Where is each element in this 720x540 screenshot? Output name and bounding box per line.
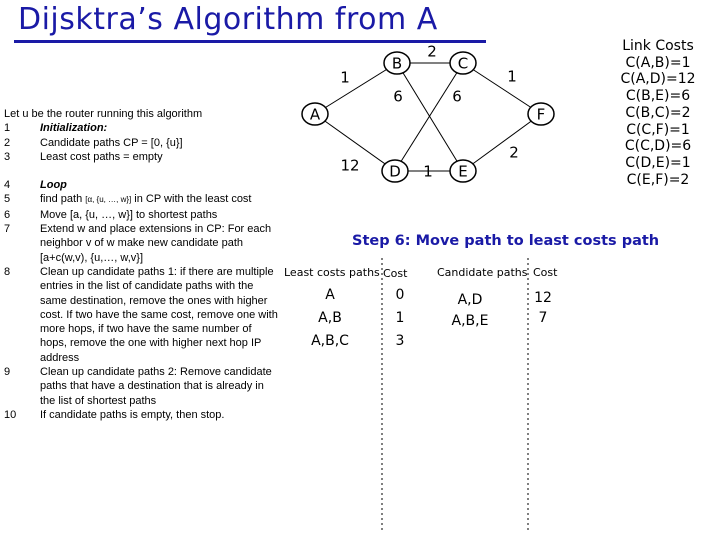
candidate-path-cell: A,B,E xyxy=(451,313,489,329)
edge-cost-label: 6 xyxy=(393,87,403,106)
candidate-cost-cell: 12 xyxy=(534,290,552,306)
step-number: 10 xyxy=(4,408,17,421)
step-text: Move [a, {u, …, w}] to shortest paths xyxy=(40,208,218,221)
least-cost-cell: 1 xyxy=(395,310,405,326)
candidate-cost-header: Cost xyxy=(533,266,558,279)
candidate-path-cell: A,D xyxy=(457,292,483,308)
edge-cost-label: 6 xyxy=(452,87,462,106)
node-label: D xyxy=(389,162,401,181)
step-text: Extend w and place extensions in CP: For each neighbor v of w make new candidate path [a+c(w,v), {u,…, w,v}] xyxy=(40,223,272,264)
node-label: F xyxy=(536,105,546,124)
link-cost-item: C(A,B)=1 xyxy=(625,54,691,71)
step-text-post: in CP with the least cost xyxy=(131,193,252,206)
link-cost-item: C(D,E)=1 xyxy=(625,154,691,171)
step-number: 6 xyxy=(4,208,11,221)
link-cost-item: C(E,F)=2 xyxy=(626,171,690,188)
page-title: Dijsktra’s Algorithm from A xyxy=(18,2,438,37)
edge-cost-label: 1 xyxy=(423,162,433,181)
step-text: Clean up candidate paths 2: Remove candidate paths that have a destination that is already in the list of shortest paths xyxy=(40,366,272,407)
link-cost-item: C(C,D)=6 xyxy=(624,138,692,155)
step-number: 1 xyxy=(4,122,11,135)
node-label: C xyxy=(457,54,469,73)
step-number: 3 xyxy=(4,150,11,163)
step-number: 4 xyxy=(4,179,11,192)
least-path-cell: A,B,C xyxy=(311,333,349,349)
step-number: 5 xyxy=(4,193,11,206)
step-text-small: [α, {u, …, w}] xyxy=(85,195,132,205)
node-label: A xyxy=(309,105,321,124)
node-label: E xyxy=(458,162,468,181)
least-paths-header: Least costs paths xyxy=(284,266,380,279)
step-text-pre: find path xyxy=(40,193,86,206)
node-label: B xyxy=(391,54,403,73)
algorithm-intro: Let u be the router running this algorithm xyxy=(4,108,203,120)
edge-cost-label: 12 xyxy=(340,156,360,175)
edge-cost-label: 1 xyxy=(507,67,517,86)
link-cost-item: C(B,E)=6 xyxy=(625,88,691,105)
step-text: Least cost paths = empty xyxy=(40,150,163,163)
link-cost-item: C(C,F)=1 xyxy=(626,121,690,138)
step-text: Loop xyxy=(40,179,67,192)
link-costs-heading: Link Costs xyxy=(622,38,694,54)
link-cost-item: C(A,D)=12 xyxy=(620,71,696,88)
candidate-paths-header: Candidate paths xyxy=(437,266,528,279)
step-number: 8 xyxy=(4,265,11,278)
step-text: Candidate paths CP = [0, {u}] xyxy=(40,136,183,149)
step-heading: Step 6: Move path to least costs path xyxy=(352,233,660,249)
edge-cost-label: 1 xyxy=(340,68,350,87)
step-text: Initialization: xyxy=(40,122,108,135)
least-cost-header: Cost xyxy=(383,267,408,280)
edge-cost-label: 2 xyxy=(427,42,437,61)
least-cost-cell: 3 xyxy=(395,333,405,349)
least-cost-cell: 0 xyxy=(395,287,405,303)
least-path-cell: A xyxy=(325,287,335,303)
step-number: 9 xyxy=(4,366,11,379)
least-path-cell: A,B xyxy=(318,310,342,326)
edge-cost-label: 2 xyxy=(509,143,519,162)
step-text: If candidate paths is empty, then stop. xyxy=(40,408,225,421)
link-cost-item: C(B,C)=2 xyxy=(625,104,691,121)
step-number: 2 xyxy=(4,136,11,149)
step-text: Clean up candidate paths 1: if there are multiple entries in the list of candidate paths with the same destination, remove the ones with higher cost. If two have the same cost, remove one with more hops, if two have the same number of hops, remove the one with higher next hop IP address xyxy=(40,265,278,364)
candidate-cost-cell: 7 xyxy=(538,310,548,326)
step-number: 7 xyxy=(4,223,11,236)
